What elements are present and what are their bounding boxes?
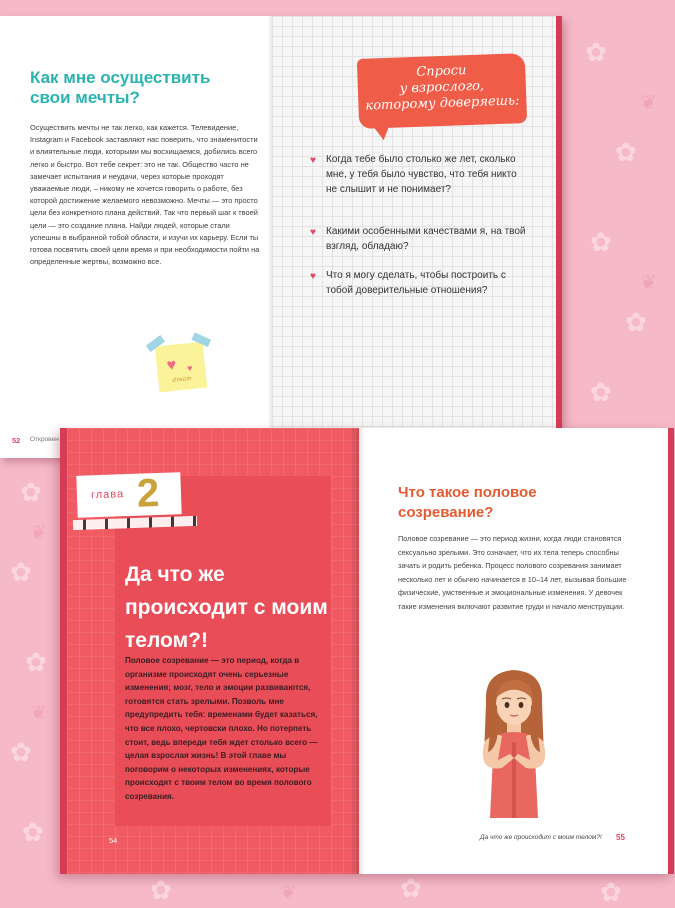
bottom-book-spread [60, 428, 674, 874]
leaf-icon: ❦ [640, 90, 657, 114]
page-number: 55 [616, 833, 625, 842]
leaf-icon: ❦ [280, 880, 297, 904]
question-item: ♥ Что я могу сделать, чтобы построить с тобой доверительные отношения? [310, 270, 506, 296]
badge-line: Спроси [416, 63, 467, 80]
chapter-number: 2 [136, 470, 160, 516]
flower-icon: ✿ [625, 308, 647, 338]
question-item: ♥ Когда тебе было столько же лет, сколько мне, у тебя было чувство, что тебя никто не слышит и не понимает? [310, 154, 517, 195]
flower-icon: ✿ [22, 818, 44, 848]
running-header: Откровен [30, 436, 59, 443]
flower-icon: ✿ [20, 478, 42, 508]
flower-icon: ✿ [585, 38, 607, 68]
sticky-note-text: dream [171, 374, 193, 384]
flower-icon: ✿ [150, 876, 172, 906]
page-52-title: Как мне осуществить свои мечты? [30, 68, 211, 107]
leaf-icon: ❦ [30, 520, 47, 544]
page-55-body: Половое созревание — это период жизни, когда люди становятся сексуально зрелыми. Это означает, что их тела теперь способны зачать и родить ребенка. Процесс полового созревания занимает несколько лет и обычно начинается в 10–14 лет, вызывая большие физические, умственные и эмоциональные изменения. У девочек такие изменения включают развитие груди и начало менструации. [398, 534, 627, 611]
leaf-icon: ❦ [30, 700, 47, 724]
heart-sticky-note-icon: ♥ ♥ dream [155, 342, 208, 393]
chapter-label [76, 472, 181, 518]
badge-line: которому доверяешь: [365, 93, 520, 114]
page-52-body: Осуществить мечты не так легко, как кажется. Телевидение, Instagram и Facebook заставляют нас поверить, что знаменитости и влиятельные люди, которыми мы восхищаемся, добились всего легко и быстро. Вот тебе секрет: это не так. Общество часто не замечает испытания и неудачи, через которые проходят уважаемые люди, – никому не хочется говорить о работе, без которой достижение желаемого невозможно. Мечты — это просто цели без конкретного плана действий. Так что первый шаг к твоей цели — это создание плана. Найди людей, которые стали успешны в выбранной тобой области, и изучи их карьеру. Если ты готова посвятить своей цели время и при необходимости пойти на определенные жертвы, возможно все. [30, 123, 260, 267]
top-book-spread [0, 16, 562, 458]
page-55 [364, 428, 668, 874]
flower-icon: ✿ [10, 558, 32, 588]
flower-icon: ✿ [25, 648, 47, 678]
question-item: ♥ Какими особенными качествами я, на твой взгляд, обладаю? [310, 226, 526, 252]
running-footer: Да что же происходит с моим телом?! [480, 834, 602, 841]
page-number: 54 [109, 836, 118, 845]
chapter-word: глава [90, 488, 125, 502]
girl-illustration-icon [464, 662, 564, 818]
page-52 [0, 16, 272, 458]
ask-adult-badge [357, 53, 527, 129]
heart-icon: ♥ [310, 155, 316, 166]
page-number: 52 [12, 436, 21, 445]
page-55-title: Что такое половое созревание? [398, 484, 537, 521]
flower-icon: ✿ [590, 228, 612, 258]
flower-icon: ✿ [400, 874, 422, 904]
flower-icon: ✿ [600, 878, 622, 908]
heart-icon: ♥ [310, 271, 316, 282]
flower-icon: ✿ [590, 378, 612, 408]
chapter-title: Да что же происходит с моим телом?! [125, 563, 328, 652]
heart-icon: ♥ [310, 227, 316, 238]
chapter-intro: Половое созревание — это период, когда в организме происходят очень серьезные изменения; мозг, тело и эмоции развиваются, готовятся стать зрелыми. Позволь мне предупредить тебя: временами будет казаться, что все плохо, чертовски плохо. Но потерпеть стоит, ведь впереди тебя ждет столько всего — целая взрослая жизнь! В этой главе мы поговорим о некоторых изменениях, которые происходят с твоим телом во время полового созревания. [125, 656, 318, 801]
flower-icon: ✿ [10, 738, 32, 768]
leaf-icon: ❦ [640, 270, 657, 294]
page-54 [67, 428, 359, 874]
flower-icon: ✿ [615, 138, 637, 168]
badge-line: у взрослого, [399, 78, 485, 97]
